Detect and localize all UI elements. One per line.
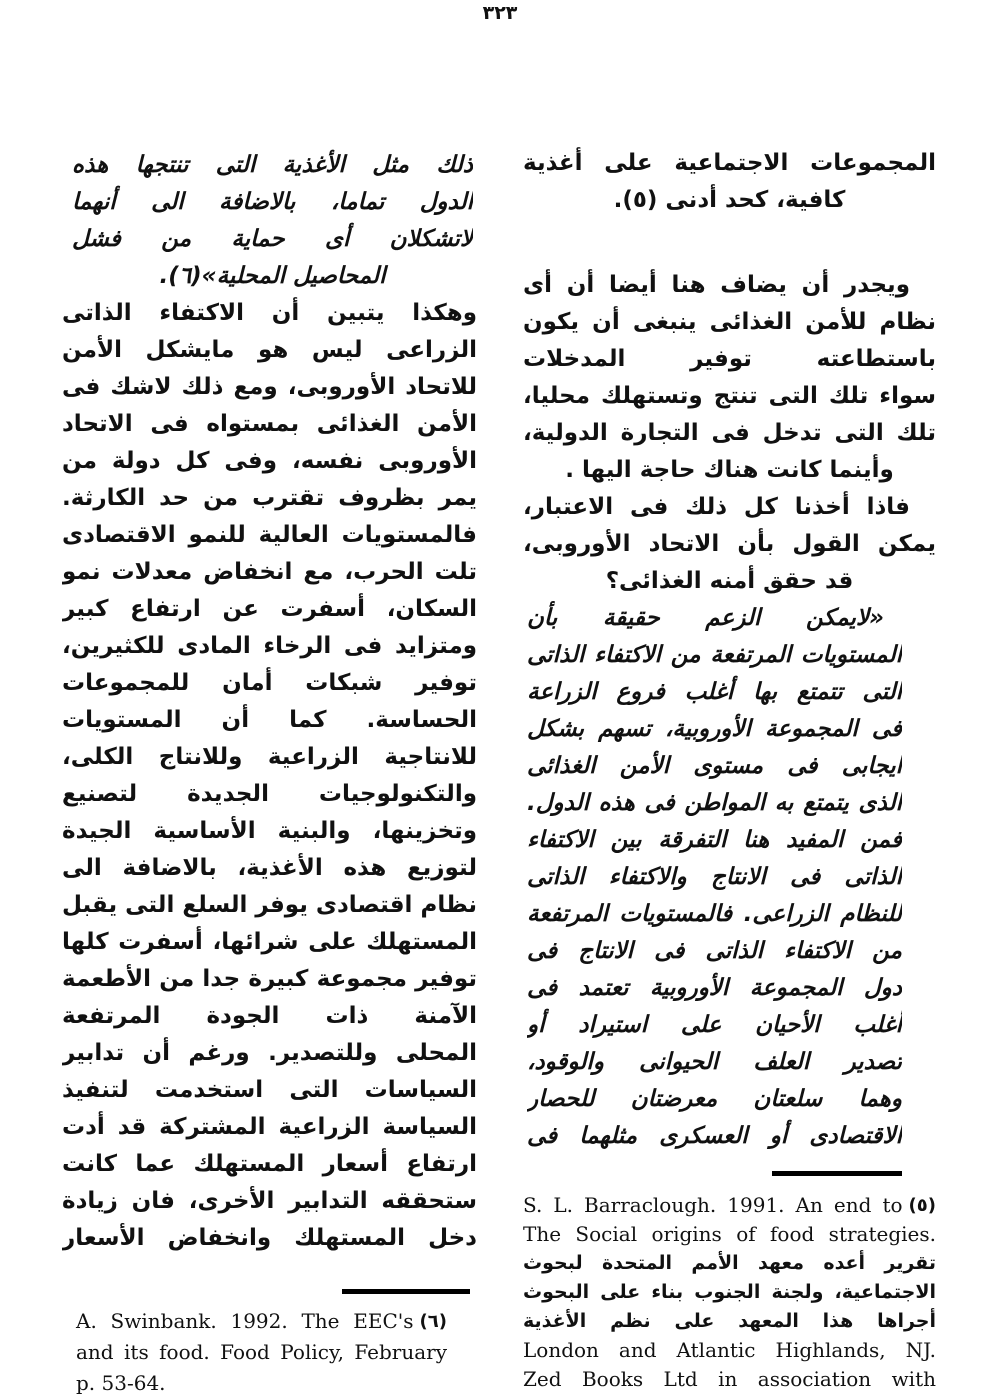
text-line: الآمنة ذات الجودة المرتفعة	[62, 1003, 477, 1029]
page-number: ٣٢٣	[482, 2, 518, 24]
text-line: السياسة الزراعية المشتركة قد أدت	[62, 1114, 477, 1140]
text-line: يمر بظروف تقترب من حد الكارثة.	[62, 485, 477, 511]
text-line: للانتاجية الزراعية وللانتاج الكلى،	[62, 744, 477, 770]
paragraph	[523, 267, 936, 489]
text-line: فى المجموعة الأوروبية، تسهم بشكل	[527, 716, 902, 742]
text-line: وتخزينها، والبنية الأساسية الجيدة	[62, 818, 477, 844]
text-line: السكان، أسفرت عن ارتفاع كبير	[62, 596, 477, 622]
text-line: الذى يتمتع به المواطن فى هذه الدول.	[527, 790, 902, 816]
footnote-line: The Social origins of food strategies.	[523, 1222, 936, 1246]
text-line: ايجابى فى مستوى الأمن الغذائى	[527, 753, 902, 779]
text-line: التى تتمتع بها أغلب فروع الزراعة	[527, 679, 902, 705]
text-line: المجموعات الاجتماعية على أغذية	[523, 150, 936, 176]
text-line: الأمن الغذائى بمستواه فى الاتحاد	[62, 411, 477, 437]
block-quote	[62, 147, 477, 295]
text-line: كافية، كحد أدنى (٥).	[613, 187, 846, 213]
footnote-marker: (٦)	[419, 1311, 447, 1332]
column-left	[62, 147, 477, 1257]
text-line: توفير شبكات أمان للمجموعات	[62, 670, 477, 696]
text-line: نظام اقتصادى يوفر السلع التى يقبل	[62, 892, 477, 918]
text-line: للنظام الزراعى. فالمستويات المرتفعة	[527, 901, 902, 927]
text-line: لاتشكلان أى حماية من فشل	[72, 226, 473, 252]
text-line: «لايمكن الزعم حقيقة بأن	[527, 605, 884, 631]
footnote-line: and its food. Food Policy, February	[76, 1340, 447, 1364]
paragraph	[523, 489, 936, 600]
text-line: ارتفاع أسعار المستهلك عما كانت	[62, 1151, 477, 1177]
text-line: ستحققه التدابير الأخرى، فان زيادة	[62, 1188, 477, 1214]
footnote-5	[523, 1171, 936, 1394]
text-line: الدول تماما، بالاضافة الى أنهما	[72, 189, 473, 215]
text-line: ومتزايد فى الرخاء المادى للكثيرين،	[62, 633, 477, 659]
text-line: دول المجموعة الأوروبية تعتمد فى	[527, 975, 902, 1001]
text-line: للاتحاد الأوروبى، ومع ذلك لاشك فى	[62, 374, 477, 400]
text-line: الأوروبى نفسه، وفى كل دولة من	[62, 448, 477, 474]
text-line: نظام للأمن الغذائى ينبغى أن يكون	[523, 309, 936, 335]
text-line: فمن المفيد هنا التفرقة بين الاكتفاء	[527, 827, 902, 853]
text-line: الاقتصادى أو العسكرى مثلهما فى	[527, 1123, 902, 1149]
text-line: المستويات المرتفعة من الاكتفاء الذاتى	[527, 642, 902, 668]
footnote-line: أجراها هذا المعهد على نظم الأغذية	[523, 1310, 936, 1332]
text-line: الزراعى ليس هو مايشكل الأمن	[62, 337, 477, 363]
text-line: الذاتى فى الانتاج والاكتفاء الذاتى	[527, 864, 902, 890]
text-line: ويجدر أن يضاف هنا أيضا أن أى	[523, 272, 910, 298]
footnote-line: الاجتماعية، ولجنة الجنوب بناء على البحوث	[523, 1281, 936, 1303]
text-line: تلت الحرب، مع انخفاض معدلات نمو	[62, 559, 477, 585]
text-line: تصدير العلف الحيوانى والوقود،	[527, 1049, 902, 1075]
text-line: وهكذا يتبين أن الاكتفاء الذاتى	[62, 300, 477, 326]
footnote-line: p. 53-64.	[76, 1371, 166, 1395]
footnote-line: London and Atlantic Highlands, NJ.	[523, 1338, 936, 1362]
block-quote	[523, 600, 936, 1155]
text-line: المستهلك على شرائها، أسفرت كلها	[62, 929, 477, 955]
footnote-line: Zed Books Ltd in association with	[523, 1367, 936, 1391]
text-line: قد حقق أمنه الغذائى؟	[605, 568, 854, 594]
text-line: السياسات التى استخدمت لتنفيذ	[62, 1077, 477, 1103]
footnote-6	[62, 1289, 477, 1399]
text-line: فالمستويات العالية للنمو الاقتصادى	[62, 522, 477, 548]
text-line: باستطاعته توفير المدخلات	[523, 346, 936, 372]
footnote-separator	[342, 1289, 470, 1294]
footnote-line: تقرير أعده معهد الأمم المتحدة لبحوث	[523, 1252, 936, 1274]
text-line: من الاكتفاء الذاتى فى الانتاج فى	[527, 938, 902, 964]
text-line: والتكنولوجيات الجديدة لتصنيع	[62, 781, 477, 807]
text-line: دخل المستهلك وانخفاض الأسعار	[62, 1225, 477, 1251]
text-line: فاذا أخذنا كل ذلك فى الاعتبار،	[523, 494, 910, 520]
text-line: لتوزيع هذه الأغذية، بالاضافة الى	[62, 855, 477, 881]
text-line: المحلى وللتصدير. ورغم أن تدابير	[62, 1040, 477, 1066]
footnote-lines	[523, 1191, 936, 1394]
paragraph	[62, 295, 477, 1257]
footnote-line	[523, 1191, 936, 1220]
text-line: سواء تلك التى تنتج وتستهلك محليا،	[523, 383, 936, 409]
footnote-text: A. Swinbank. 1992. The EEC's	[76, 1309, 414, 1333]
footnote-lines	[62, 1306, 477, 1399]
block-quote	[523, 145, 936, 219]
text-line: المحاصيل المحلية»(٦).	[159, 263, 386, 289]
footnote-separator	[772, 1171, 902, 1176]
text-line: ذلك مثل الأغذية التى تنتجها هذه	[72, 152, 473, 178]
text-line: أغلب الأحيان على استيراد أو	[527, 1012, 902, 1038]
footnote-text: S. L. Barraclough. 1991. An end to	[523, 1193, 903, 1217]
text-line: وأينما كانت هناك حاجة اليها .	[565, 457, 894, 483]
text-line: توفير مجموعة كبيرة جدا من الأطعمة	[62, 966, 477, 992]
text-line: تلك التى تدخل فى التجارة الدولية،	[523, 420, 936, 446]
footnote-marker: (٥)	[908, 1195, 936, 1216]
footnote-line	[70, 1306, 477, 1337]
text-line: الحساسة. كما أن المستويات	[62, 707, 477, 733]
column-right	[523, 145, 936, 1155]
text-line: يمكن القول بأن الاتحاد الأوروبى،	[523, 531, 936, 557]
text-line: وهما سلعتان معرضتان للحصار	[527, 1086, 902, 1112]
